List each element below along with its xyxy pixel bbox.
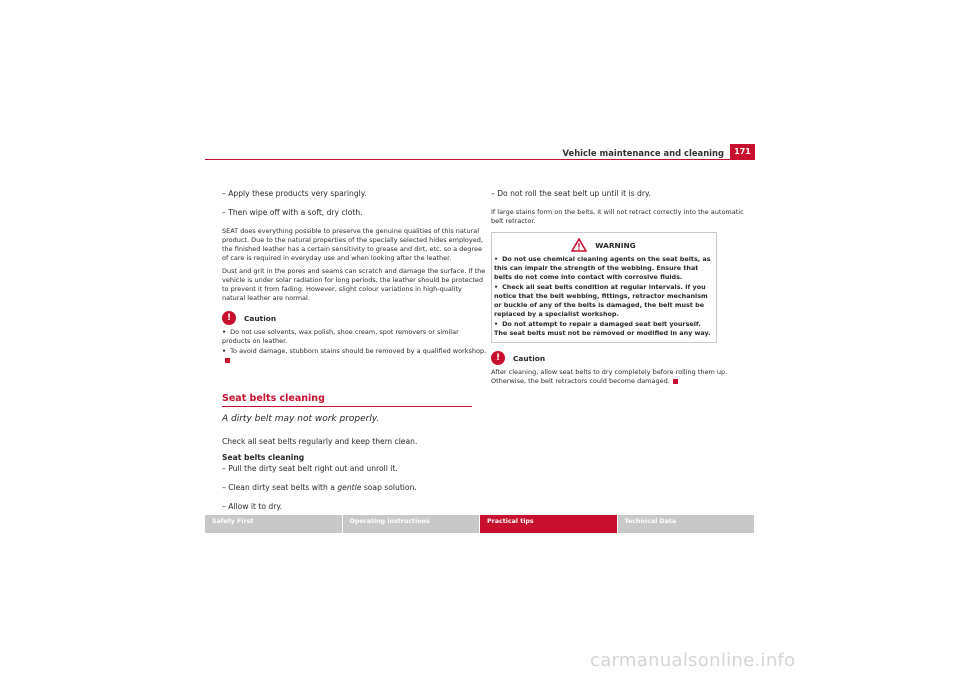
warning-bullet: • Check all seat belts condition at regular intervals. If you notice that the belt webbing, fittings, retractor mechanism or buckle of any of the belts is damaged, the belt must be replaced by a specialist workshop. bbox=[494, 283, 708, 318]
warning-bullet: • Do not attempt to repair a damaged seat belt yourself. The seat belts must not be removed or modified in any way. bbox=[494, 320, 711, 337]
step-item: – Do not roll the seat belt up until it is dry. bbox=[491, 189, 651, 198]
paragraph: If large stains form on the belts, it will not retract correctly into the automatic belt retractor. bbox=[491, 208, 744, 225]
bullet-icon: • bbox=[494, 255, 499, 263]
step-item: – Pull the dirty seat belt right out and unroll it. bbox=[222, 464, 398, 473]
end-marker-icon bbox=[673, 379, 678, 384]
caution-title: Caution bbox=[513, 353, 546, 363]
subheading: Seat belts cleaning bbox=[222, 453, 305, 462]
caution-heading bbox=[491, 351, 758, 365]
bullet-icon: • bbox=[494, 320, 499, 328]
step-item: – Then wipe off with a soft, dry cloth. bbox=[222, 208, 363, 217]
page-number-badge: 171 bbox=[730, 144, 755, 160]
step-item: – Apply these products very sparingly. bbox=[222, 189, 367, 198]
warning-heading bbox=[494, 238, 713, 252]
section-subtitle: A dirty belt may not work properly. bbox=[222, 414, 380, 424]
caution-bullet: • To avoid damage, stubborn stains should be removed by a qualified workshop. bbox=[222, 347, 487, 365]
warning-triangle-icon bbox=[571, 238, 587, 252]
left-column bbox=[222, 189, 487, 521]
caution-text: After cleaning, allow seat belts to dry completely before rolling them up. Otherwise, the belt retractors could become damaged. bbox=[491, 368, 728, 385]
section-rule bbox=[222, 406, 472, 407]
step-item: – Allow it to dry. bbox=[222, 502, 283, 511]
warning-title: WARNING bbox=[595, 240, 636, 250]
caution-icon: ! bbox=[491, 351, 505, 365]
footer-tabs bbox=[205, 515, 755, 533]
tab-technical-data[interactable]: Technical Data bbox=[618, 515, 755, 533]
tab-practical-tips[interactable]: Practical tips bbox=[480, 515, 617, 533]
emphasis-gentle: gentle bbox=[337, 483, 362, 492]
caution-icon: ! bbox=[222, 311, 236, 325]
page-header-title: Vehicle maintenance and cleaning bbox=[562, 148, 724, 158]
tab-operating-instructions[interactable]: Operating instructions bbox=[343, 515, 480, 533]
warning-box bbox=[491, 232, 717, 343]
caution-title: Caution bbox=[244, 313, 277, 323]
bullet-icon: • bbox=[222, 347, 227, 355]
section-title: Seat belts cleaning bbox=[222, 393, 325, 404]
header-rule bbox=[205, 159, 755, 160]
tab-safety-first[interactable]: Safety First bbox=[205, 515, 342, 533]
bullet-icon: • bbox=[222, 328, 227, 336]
step-item: – Clean dirty seat belts with a gentle soap solution. bbox=[222, 483, 417, 492]
intro-text: Check all seat belts regularly and keep them clean. bbox=[222, 437, 418, 446]
paragraph: SEAT does everything possible to preserve the genuine qualities of this natural product. Due to the natural properties of the specially selected hides employed, the finished leather has a certain sensitivity to grease and dirt, etc. so a degree of care is required in everyday use and when looking after the leather. bbox=[222, 227, 483, 262]
watermark: carmanualsonline.info bbox=[590, 650, 796, 671]
caution-heading bbox=[222, 311, 487, 325]
paragraph: Dust and grit in the pores and seams can scratch and damage the surface. If the vehicle is under solar radiation for long periods, the leather should be protected to prevent it from fading. However, slight colour variations in high-quality natural leather are normal. bbox=[222, 267, 486, 302]
right-column bbox=[491, 189, 758, 390]
caution-bullet: • Do not use solvents, wax polish, shoe cream, spot removers or similar products on leather. bbox=[222, 328, 459, 345]
end-marker-icon bbox=[225, 358, 230, 363]
bullet-icon: • bbox=[494, 283, 499, 291]
warning-bullet: • Do not use chemical cleaning agents on the seat belts, as this can impair the strength of the webbing. Ensure that belts do not come into contact with corrosive fluids. bbox=[494, 255, 711, 281]
